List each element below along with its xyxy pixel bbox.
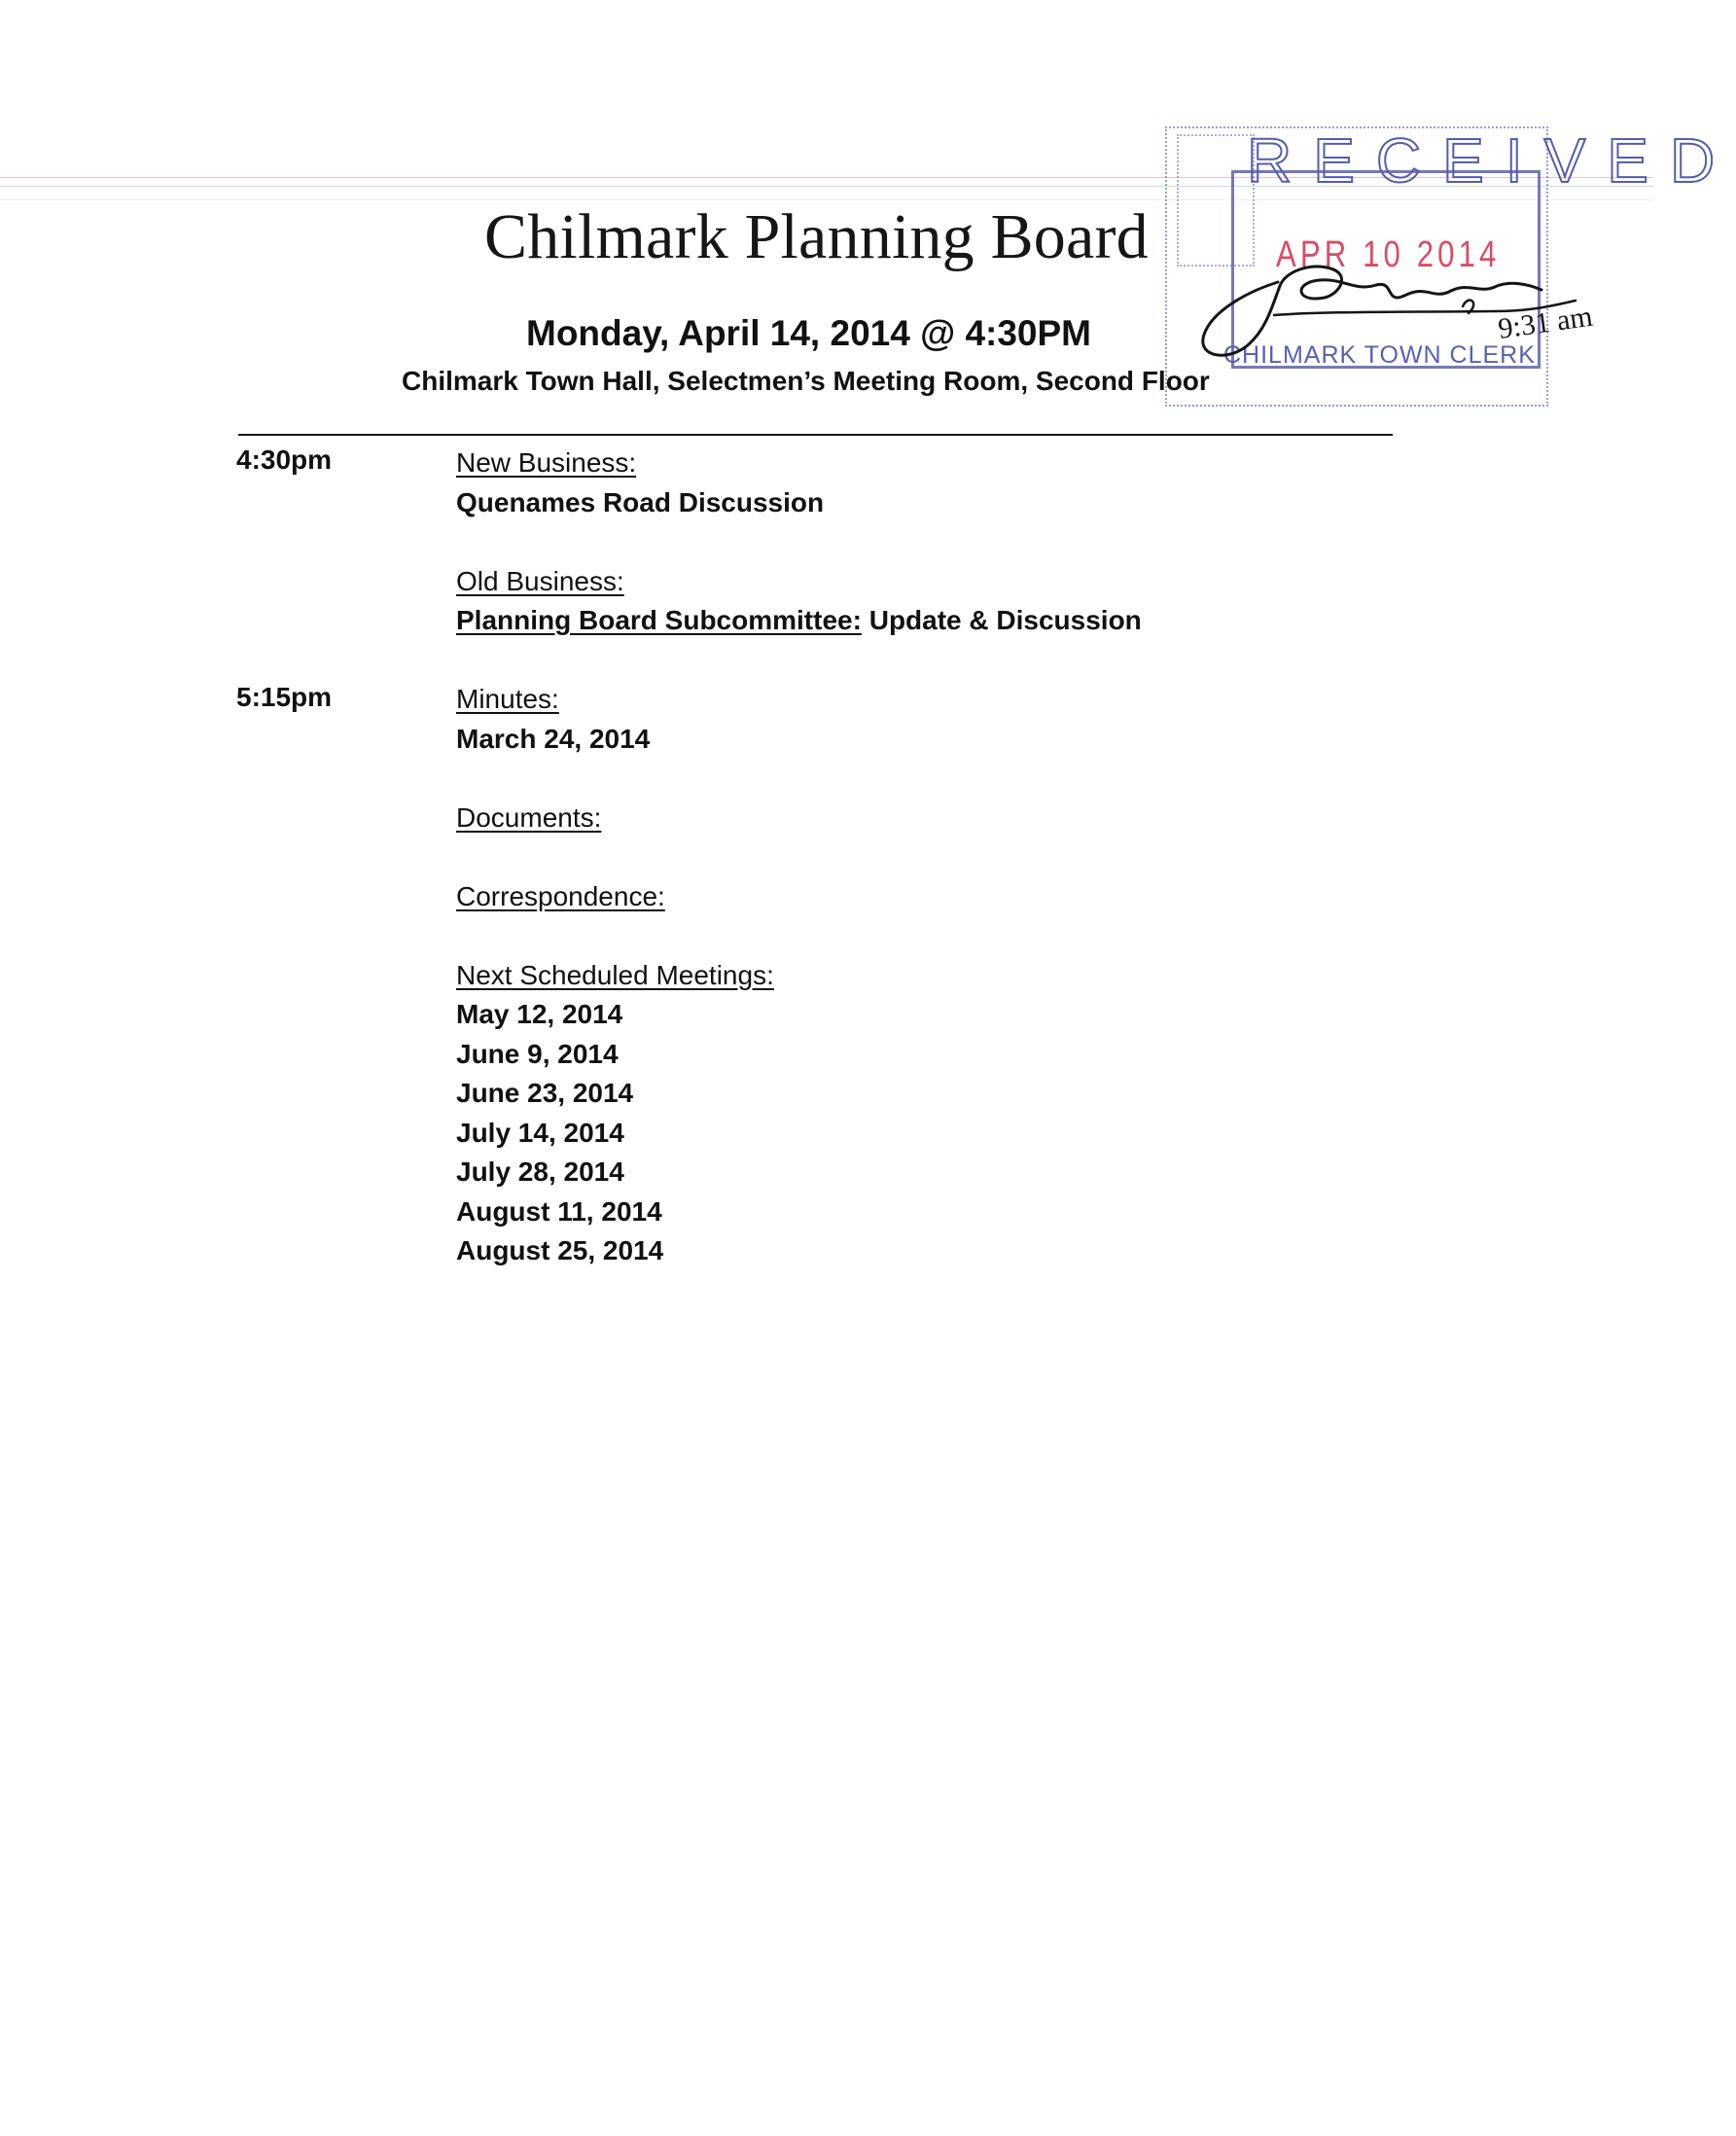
agenda-spacer xyxy=(456,916,1331,956)
new-business-item: Quenames Road Discussion xyxy=(456,486,825,517)
agenda-time-515: 5:15pm xyxy=(236,682,333,712)
old-business-heading: Old Business: xyxy=(456,565,624,596)
meeting-date-6: August 11, 2014 xyxy=(456,1195,662,1227)
new-business-heading: New Business: xyxy=(456,447,637,478)
subcommittee-item xyxy=(456,601,1331,641)
meeting-date-7: August 25, 2014 xyxy=(456,1235,664,1265)
stamp-received-text: RECEIVED xyxy=(1247,125,1736,196)
meeting-date-3: June 23, 2014 xyxy=(456,1078,634,1108)
agenda-spacer xyxy=(456,641,1331,681)
handwritten-time: 9:31 am xyxy=(1496,300,1595,345)
board-title: Chilmark Planning Board xyxy=(484,201,1149,272)
meeting-date-time: Monday, April 14, 2014 @ 4:30PM xyxy=(526,313,1091,353)
minutes-heading: Minutes: xyxy=(456,684,559,714)
minutes-date: March 24, 2014 xyxy=(456,723,651,754)
header-divider xyxy=(238,434,1393,436)
subcommittee-label: Planning Board Subcommittee: xyxy=(456,605,862,635)
correspondence-heading: Correspondence: xyxy=(456,880,665,911)
documents-heading: Documents: xyxy=(456,801,602,833)
meeting-date-1: May 12, 2014 xyxy=(456,999,623,1029)
next-meetings-heading: Next Scheduled Meetings: xyxy=(456,959,774,990)
agenda-spacer xyxy=(456,522,1331,562)
agenda-time-430: 4:30pm xyxy=(236,445,333,475)
agenda-list xyxy=(456,444,1331,1271)
stamp-office-text: CHILMARK TOWN CLERK xyxy=(1223,341,1536,369)
clerk-signature-handwriting xyxy=(1173,253,1628,399)
meeting-date-2: June 9, 2014 xyxy=(456,1038,619,1069)
meeting-date-5: July 28, 2014 xyxy=(456,1157,624,1187)
meeting-location: Chilmark Town Hall, Selectmen’s Meeting Room, Second Floor xyxy=(402,366,1210,396)
stamp-date: APR 10 2014 xyxy=(1276,234,1501,275)
agenda-spacer xyxy=(456,759,1331,799)
subcommittee-description: Update & Discussion xyxy=(861,605,1142,635)
agenda-spacer xyxy=(456,837,1331,877)
meeting-date-4: July 14, 2014 xyxy=(456,1117,624,1148)
